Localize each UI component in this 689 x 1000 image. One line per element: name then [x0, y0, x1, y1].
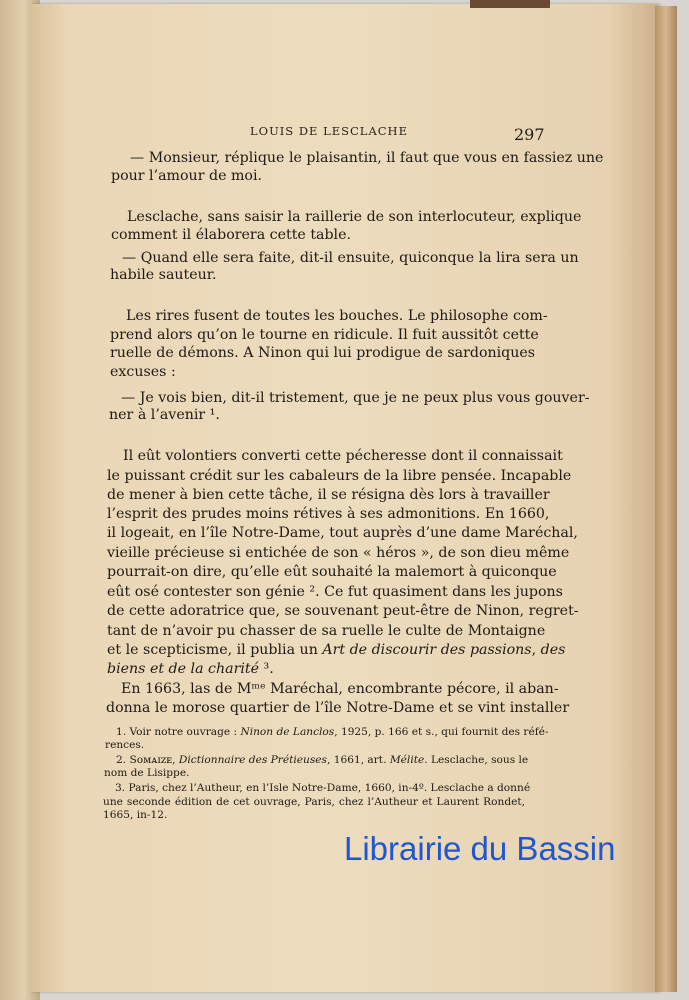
body-text: donna le morose quartier de l’île Notre-Dame et se vint installer: [106, 700, 570, 716]
body-text: — Je vois bien, dit-il tristement, que je ne peux plus vous gouver-: [121, 390, 590, 406]
footnote-text: Dictionnaire des Prétieuses: [178, 754, 327, 766]
footnote-text: une seconde édition de cet ouvrage, Paris, chez l’Autheur et Laurent Rondet,: [103, 796, 525, 808]
binding-tab: [470, 0, 550, 8]
footnote-line: [116, 754, 529, 766]
body-text: des: [540, 642, 566, 658]
body-line: [110, 267, 217, 283]
body-line: [107, 545, 570, 561]
footnote-text: 2. Sᴏᴍᴀɪᴢᴇ,: [116, 754, 179, 766]
body-text: pour l’amour de moi.: [111, 168, 263, 184]
body-text: — Monsieur, réplique le plaisantin, il faut que vous en fassiez une: [130, 150, 604, 166]
body-text: eût osé contester son génie ². Ce fut quasiment dans les jupons: [107, 584, 563, 600]
body-text: Lesclache, sans saisir la raillerie de son interlocuteur, explique: [127, 209, 582, 225]
footnote-text: , 1661, art.: [327, 754, 390, 766]
body-text: ruelle de démons. A Ninon qui lui prodigue de sardoniques: [110, 345, 536, 361]
body-line: [110, 327, 539, 343]
page-stack-edge: [655, 6, 677, 992]
page-number: 297: [514, 125, 545, 144]
body-line: [107, 642, 566, 658]
body-text: pourrait-on dire, qu’elle eût souhaité la malemort à quiconque: [107, 564, 557, 580]
body-line: [107, 487, 550, 503]
body-line: [107, 603, 579, 619]
body-line: [127, 209, 582, 225]
body-line: [107, 661, 274, 677]
body-line: [130, 150, 604, 166]
footnote-line: [105, 739, 144, 751]
footnote-text: 1. Voir notre ouvrage :: [116, 726, 241, 738]
footnote-line: [115, 782, 531, 794]
body-text: vieille précieuse si entichée de son « héros », de son dieu même: [107, 545, 570, 561]
body-line: [107, 525, 578, 541]
body-text: tant de n’avoir pu chasser de sa ruelle le culte de Montaigne: [107, 623, 546, 639]
body-line: [110, 345, 535, 361]
running-title: LOUIS DE LESCLACHE: [250, 124, 408, 138]
body-line: [106, 700, 569, 716]
footnote-line: [104, 767, 189, 779]
body-line: [123, 448, 563, 464]
body-text: — Quand elle sera faite, dit-il ensuite, quiconque la lira sera un: [122, 250, 579, 266]
body-text: excuses :: [110, 364, 176, 380]
body-text: Les rires fusent de toutes les bouches. Le philosophe com-: [126, 308, 548, 324]
body-text: et le scepticisme, il publia un: [107, 642, 323, 658]
body-line: [107, 468, 572, 484]
body-text: de mener à bien cette tâche, il se résigna dès lors à travailler: [107, 487, 550, 503]
footnote-text: 3. Paris, chez l’Autheur, en l’Isle Notre-Dame, 1660, in-4º. Lesclache a donné: [115, 782, 531, 794]
body-line: [107, 506, 550, 522]
footnote-line: [103, 796, 525, 808]
footnote-text: . Lesclache, sous le: [424, 754, 529, 766]
body-text: habile sauteur.: [110, 267, 217, 283]
body-text: il logeait, en l’île Notre-Dame, tout auprès d’une dame Maréchal,: [107, 525, 578, 541]
body-line: [121, 681, 559, 697]
body-text: ner à l’avenir ¹.: [109, 407, 220, 423]
body-line: [109, 407, 220, 423]
body-line: [111, 168, 262, 184]
body-text: Il eût volontiers converti cette pécheresse dont il connaissait: [123, 448, 563, 464]
footnote-text: 1665, in-12.: [103, 809, 168, 821]
body-text: de cette adoratrice que, se souvenant peut-être de Ninon, regret-: [107, 603, 579, 619]
body-text: ,: [531, 642, 541, 658]
body-line: [126, 308, 548, 324]
footnote-text: Mélite: [389, 754, 425, 766]
body-text: En 1663, las de Mᵐᵉ Maréchal, encombrante pécore, il aban-: [121, 681, 559, 697]
footnote-text: rences.: [105, 739, 145, 751]
watermark: Librairie du Bassin: [344, 830, 616, 867]
body-text: biens et de la charité: [107, 661, 260, 677]
body-line: [111, 227, 351, 243]
body-text: comment il élaborera cette table.: [111, 227, 352, 243]
footnote-text: nom de Lisippe.: [104, 767, 190, 779]
body-line: [121, 390, 590, 406]
body-text: ³.: [259, 661, 274, 677]
body-text: prend alors qu’on le tourne en ridicule. Il fuit aussitôt cette: [110, 327, 539, 343]
body-text: Art de discourir des passions: [322, 642, 532, 658]
footnote-text: , 1925, p. 166 et s., qui fournit des réfé-: [334, 726, 549, 738]
footnote-text: Ninon de Lanclos: [240, 726, 335, 738]
body-line: [107, 564, 557, 580]
footnote-line: [116, 726, 549, 738]
body-line: [122, 250, 579, 266]
footnote-line: [103, 809, 167, 821]
body-line: [107, 623, 546, 639]
body-text: l’esprit des prudes moins rétives à ses admonitions. En 1660,: [107, 506, 550, 522]
body-line: [110, 364, 176, 380]
body-line: [107, 584, 563, 600]
body-text: le puissant crédit sur les cabaleurs de la libre pensée. Incapable: [107, 468, 572, 484]
